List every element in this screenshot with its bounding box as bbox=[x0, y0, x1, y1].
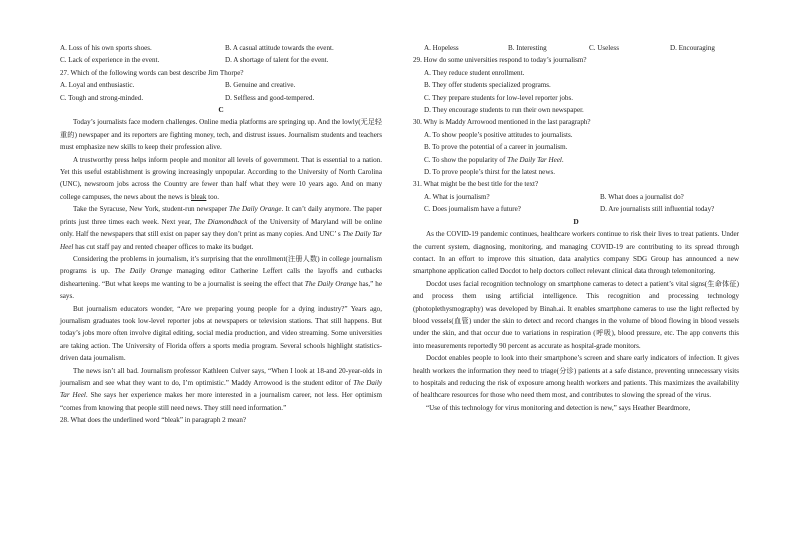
option: A. To show people’s positive attitudes to journalists. bbox=[424, 130, 573, 139]
option: C. Useless bbox=[589, 44, 619, 52]
option: D. To prove people’s thirst for the latest news. bbox=[424, 168, 555, 177]
section-d-heading: D bbox=[573, 216, 579, 226]
option: D. Encouraging bbox=[670, 44, 715, 52]
option: A. Hopeless bbox=[424, 44, 459, 52]
paragraph-d4: “Use of this technology for virus monitoring and detection is new,” says Heather Beardmore, bbox=[426, 403, 691, 412]
option: C. Lack of experience in the event. bbox=[60, 56, 160, 65]
q26-options bbox=[60, 42, 382, 67]
option: A. Loyal and enthusiastic. bbox=[60, 81, 135, 90]
option: B. What does a journalist do? bbox=[600, 192, 684, 201]
left-column bbox=[60, 42, 382, 427]
question-30: 30. Why is Maddy Arrowood mentioned in the last paragraph? bbox=[413, 118, 591, 127]
q28-options bbox=[413, 42, 739, 54]
paragraph-d1: As the COVID-19 pandemic continues, healthcare workers continue to risk their lives to treat patients. Under the current system, diagnosing, monitoring, and managing COVID-19 are contributing to its spread through contact. In an effort to improve this situation, data analytics company SDG Group has announced a new smartphone application called Docdot to help doctors collect relevant clinical data through telemonitoring. bbox=[413, 230, 739, 276]
option: B. They offer students specialized programs. bbox=[424, 81, 551, 90]
option: B. Genuine and creative. bbox=[225, 81, 296, 90]
option: B. To prove the potential of a career in journalism. bbox=[424, 143, 568, 152]
question-31: 31. What might be the best title for the text? bbox=[413, 180, 539, 189]
option: D. Selfless and good-tempered. bbox=[225, 93, 315, 102]
option: A. What is journalism? bbox=[424, 192, 490, 201]
option: A. They reduce student enrollment. bbox=[424, 68, 525, 77]
question-29: 29. How do some universities respond to today’s journalism? bbox=[413, 56, 587, 65]
underlined-word: bleak bbox=[191, 192, 207, 201]
q27-options bbox=[60, 79, 382, 104]
paragraph-4: Considering the problems in journalism, it’s surprising that the enrollment(注册人数) in college journalism programs is up. The Daily Orange managing editor Catherine Leffert calls the layoffs and cutbacks disheartening. “But what keeps me wanting to be a journalist is seeing the effect that The Daily Orange has,” he says. bbox=[60, 254, 383, 301]
paragraph-d2: Docdot uses facial recognition technology on smartphone cameras to detect a patient’s vital signs(生命体征) and process them using artificial intelligence. This recognition and processing technology (photoplethysmography) was developed by Binah.ai. It enables smartphone cameras to use the light reflected by blood vessels(血管) under the skin to detect and record changes in the volume of blood flowing in blood vessels under the skin, and that occur due to variations in respiration (呼吸), blood pressure, etc. The app converts this into measurements reportedly 90 percent as accurate as hospital-grade monitors. bbox=[413, 279, 739, 350]
option: B. A casual attitude towards the event. bbox=[225, 44, 334, 52]
option: C. Does journalism have a future? bbox=[424, 205, 521, 214]
option: D. A shortage of talent for the event. bbox=[225, 56, 329, 65]
option: D. They encourage students to run their own newspaper. bbox=[424, 106, 584, 115]
option: A. Loss of his own sports shoes. bbox=[60, 44, 152, 52]
paragraph-d3: Docdot enables people to look into their smartphone’s screen and share early indicators of infection. It gives health workers the information they need to triage(分诊) patients at a safe distance, preventing unnecessary visits to hospitals and reducing the risk of exposure among health workers and patients. This maximizes the availability of healthcare resources for those who need them most, and contributes to slowing the spread of the virus. bbox=[413, 354, 739, 400]
paragraph-3: Take the Syracuse, New York, student-run newspaper The Daily Orange. It can’t daily anymore. The paper prints just three times each week. Next year, The Diamondback of the University of Maryland will be online only. Half the newspapers that still exist on paper say they don’t print as many copies. And UNC’ s The Daily Tar Heel has cut staff pay and rented cheaper offices to make its budget. bbox=[60, 205, 383, 251]
question-27: 27. Which of the following words can best describe Jim Thorpe? bbox=[60, 68, 244, 77]
question-28: 28. What does the underlined word “bleak” in paragraph 2 mean? bbox=[60, 416, 247, 425]
option: C. Tough and strong-minded. bbox=[60, 93, 144, 102]
section-c-heading: C bbox=[218, 105, 224, 115]
option: D. Are journalists still influential today? bbox=[600, 205, 715, 214]
option: C. To show the popularity of The Daily Tar Heel. bbox=[424, 155, 564, 164]
paragraph-2: A trustworthy press helps inform people and monitor all levels of government. That is essential to a nation. Yet this useful establishment is growing increasingly unpopular. According to the University of North Carolina (UNC), newsroom jobs across the Country are fewer than half what they were 10 years ago. And on many college campuses, the news about the news is bleak too. bbox=[60, 155, 382, 201]
right-column bbox=[413, 42, 739, 414]
q31-options bbox=[413, 191, 739, 216]
paragraph-6: The news isn’t all bad. Journalism professor Kathleen Culver says, “When I look at 18-and 20-year-olds in journalism and see what they want to do, I’m optimistic.” Maddy Arrowood is the student editor of The Daily Tar Heel. She says her experience makes her more interested in a journalism career, not less. Her optimism “comes from knowing that people still need news. They still need information.” bbox=[60, 366, 383, 412]
paragraph-1: Today’s journalists face modern challenges. Online media platforms are springing up. And the lowly(无足轻重的) newspaper and its reporters are fighting money, tech, and distrust issues. Journalism students and teachers must emphasize new skills to keep their profession alive. bbox=[60, 118, 382, 152]
paragraph-5: But journalism educators wonder, “Are we preparing young people for a dying industry?” Years ago, journalism graduates took low-level reporter jobs at newspapers or television stations. That still happens. But today’s jobs more often involve digital editing, social media production, and video streaming. Some universities are taking action. The University of Florida offers a sports media program. Several schools highlight statistics-driven data journalism. bbox=[60, 304, 382, 363]
option: C. They prepare students for low-level reporter jobs. bbox=[424, 93, 573, 102]
option: B. Interesting bbox=[508, 44, 547, 52]
